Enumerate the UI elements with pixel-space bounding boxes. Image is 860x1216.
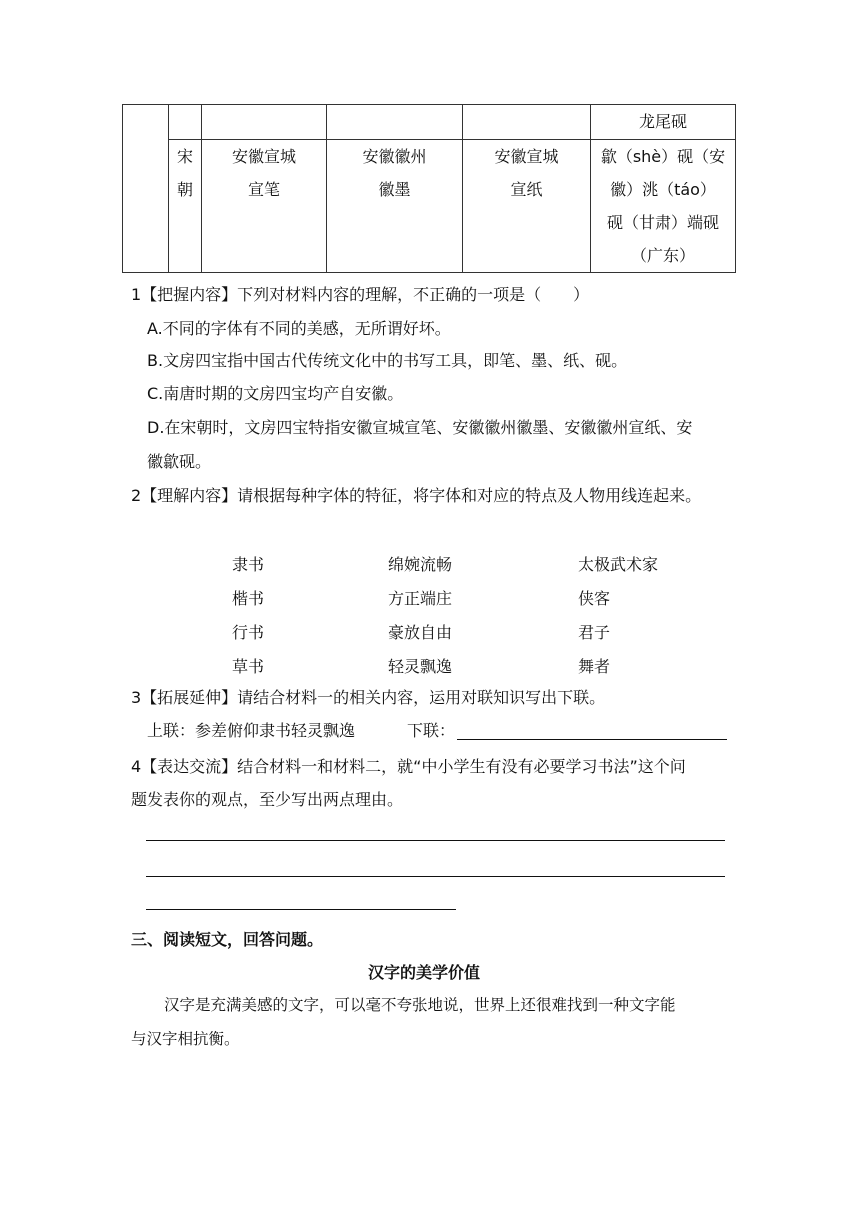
person-item[interactable]: 君子 — [578, 623, 611, 642]
q3-upper-couplet: 上联：参差俯仰隶书轻灵飘逸 — [147, 721, 356, 740]
table-cell-ink: 安徽徽州 徽墨 — [327, 140, 463, 273]
table-row — [123, 140, 736, 273]
q4-stem-line1: 4【表达交流】结合材料一和材料二，就“中小学生有没有必要学习书法”这个问 — [131, 757, 686, 776]
feature-item[interactable]: 豪放自由 — [388, 623, 453, 642]
table-cell — [327, 105, 463, 140]
q1-option-c[interactable]: C.南唐时期的文房四宝均产自安徽。 — [147, 384, 404, 403]
table-cell-paper: 安徽宣城 宣纸 — [463, 140, 591, 273]
table-cell — [169, 105, 202, 140]
feature-item[interactable]: 方正端庄 — [388, 589, 453, 608]
person-item[interactable]: 太极武术家 — [578, 555, 659, 574]
q3-stem: 3【拓展延伸】请结合材料一的相关内容，运用对联知识写出下联。 — [131, 688, 606, 707]
article-paragraph-line2: 与汉字相抗衡。 — [131, 1030, 240, 1048]
q4-answer-line[interactable] — [146, 876, 725, 877]
q1-stem: 1【把握内容】下列对材料内容的理解，不正确的一项是（ ） — [131, 285, 590, 304]
table-cell-brush: 安徽宣城 宣笔 — [202, 140, 327, 273]
q3-answer-line[interactable] — [457, 739, 727, 740]
table-cell — [463, 105, 591, 140]
table-cell-inkstone: 歙（shè）砚（安 徽）洮（táo） 砚（甘肃）端砚 （广东） — [591, 140, 736, 273]
table-cell: 龙尾砚 — [591, 105, 736, 140]
script-style-item[interactable]: 行书 — [232, 623, 265, 642]
q4-stem-line2: 题发表你的观点，至少写出两点理由。 — [131, 790, 404, 809]
person-item[interactable]: 侠客 — [578, 589, 611, 608]
table-row — [123, 105, 736, 140]
table-cell — [202, 105, 327, 140]
q1-option-b[interactable]: B.文房四宝指中国古代传统文化中的书写工具，即笔、墨、纸、砚。 — [147, 351, 628, 370]
q1-option-d[interactable]: D.在宋朝时，文房四宝特指安徽宣城宣笔、安徽徽州徽墨、安徽徽州宣纸、安 — [147, 418, 693, 437]
q1-option-d-continued: 徽歙砚。 — [147, 452, 212, 471]
feature-item[interactable]: 绵婉流畅 — [388, 555, 453, 574]
q4-answer-line[interactable] — [146, 840, 725, 841]
q1-option-a[interactable]: A.不同的字体有不同的美感，无所谓好坏。 — [147, 319, 451, 338]
stationery-table — [122, 104, 736, 273]
feature-item[interactable]: 轻灵飘逸 — [388, 657, 453, 676]
script-style-item[interactable]: 草书 — [232, 657, 265, 676]
table-cell — [123, 105, 169, 273]
table-cell-dynasty: 宋 朝 — [169, 140, 202, 273]
script-style-item[interactable]: 楷书 — [232, 589, 265, 608]
script-style-item[interactable]: 隶书 — [232, 555, 265, 574]
article-paragraph-line1: 汉字是充满美感的文字，可以毫不夸张地说，世界上还很难找到一种文字能 — [164, 996, 676, 1014]
q4-answer-line[interactable] — [146, 909, 456, 910]
q2-stem: 2【理解内容】请根据每种字体的特征，将字体和对应的特点及人物用线连起来。 — [131, 486, 702, 505]
article-title: 汉字的美学价值 — [368, 963, 481, 982]
q3-lower-label: 下联： — [407, 721, 456, 740]
person-item[interactable]: 舞者 — [578, 657, 611, 676]
section-heading: 三、阅读短文，回答问题。 — [131, 930, 324, 949]
